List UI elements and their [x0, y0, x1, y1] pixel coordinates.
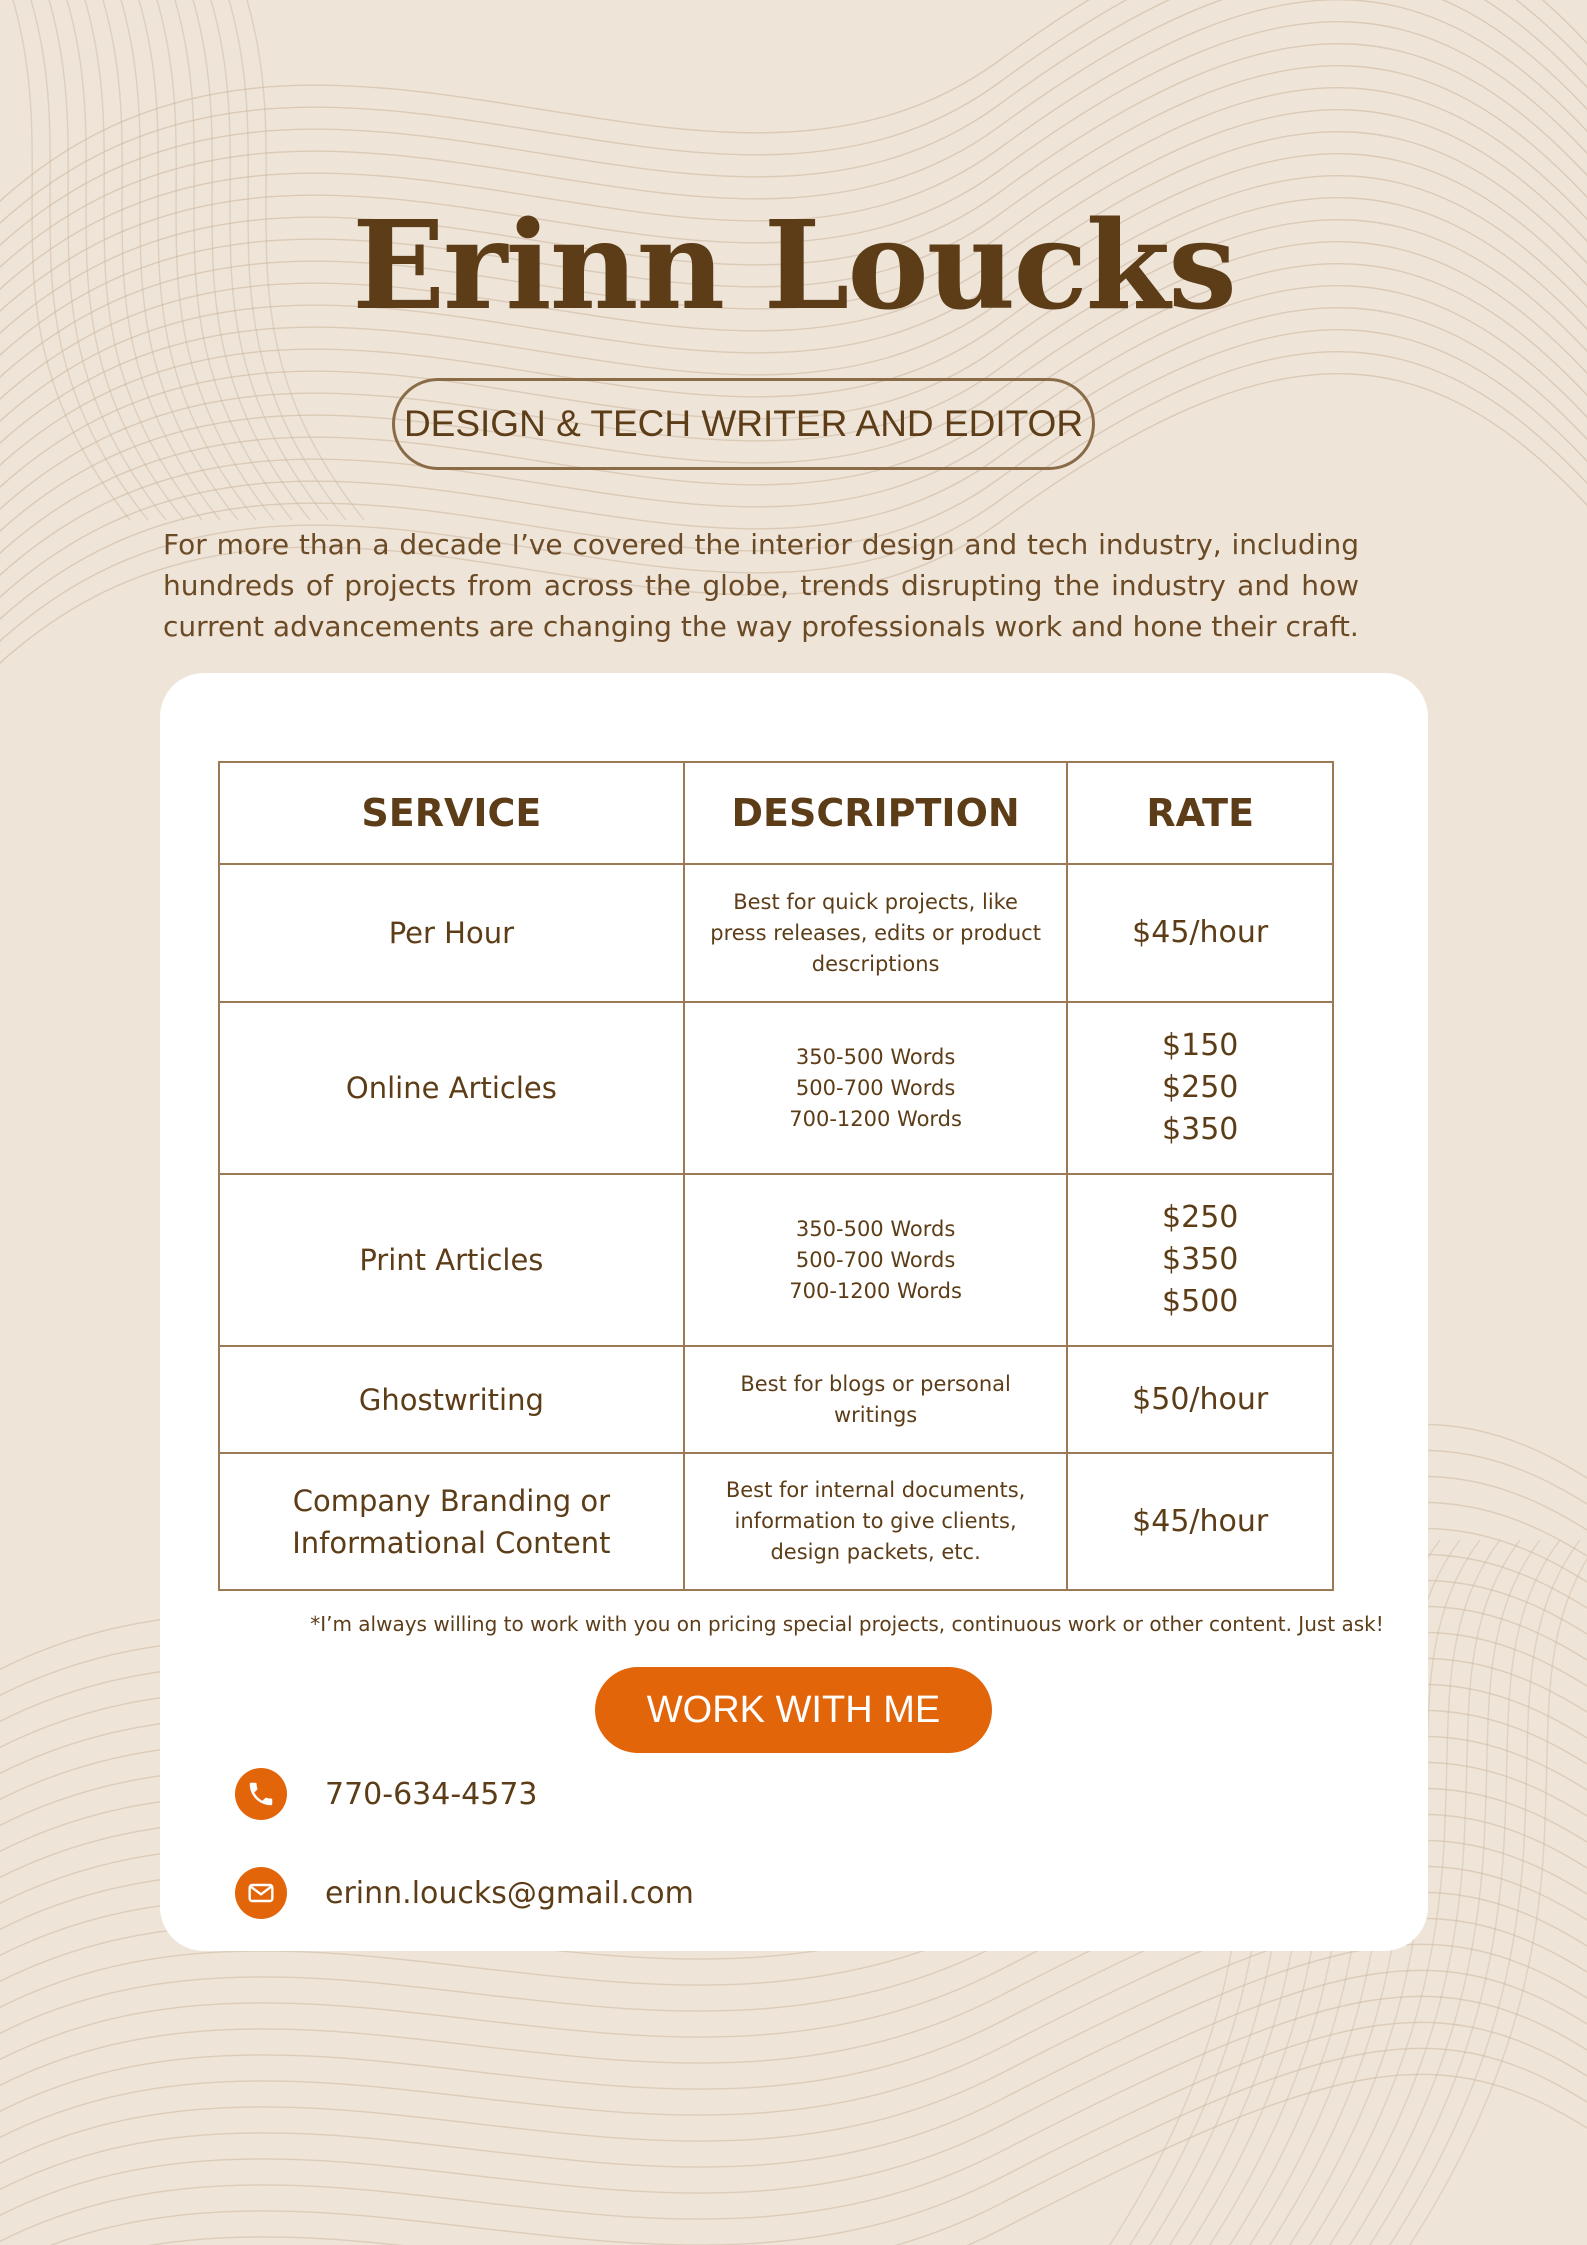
service-cell: Ghostwriting: [219, 1346, 684, 1453]
description-cell: Best for quick projects, like press releases, edits or product descriptions: [684, 864, 1068, 1002]
page-title: Erinn Loucks: [352, 193, 1235, 337]
service-cell: Company Branding or Informational Content: [219, 1453, 684, 1590]
wave-line: [0, 1996, 1587, 2245]
rate-cell: $45/hour: [1067, 864, 1333, 1002]
table-row: [219, 1002, 1333, 1174]
wave-line: [0, 1918, 1587, 2174]
service-cell: Print Articles: [219, 1174, 684, 1346]
email-contact[interactable]: [235, 1867, 694, 1919]
description-cell: 350-500 Words 500-700 Words 700-1200 Words: [684, 1174, 1068, 1346]
table-row: [219, 1174, 1333, 1346]
rate-cell: $50/hour: [1067, 1346, 1333, 1453]
description-cell: Best for internal documents, information to give clients, design packets, etc.: [684, 1453, 1068, 1590]
header-rate: RATE: [1067, 762, 1333, 864]
rate-cell: $150 $250 $350: [1067, 1002, 1333, 1174]
description-cell: 350-500 Words 500-700 Words 700-1200 Words: [684, 1002, 1068, 1174]
table-row: [219, 864, 1333, 1002]
rate-cell: $250 $350 $500: [1067, 1174, 1333, 1346]
mail-icon: [235, 1867, 287, 1919]
phone-contact[interactable]: [235, 1768, 538, 1820]
header-description: DESCRIPTION: [684, 762, 1068, 864]
wave-line: [0, 1944, 1587, 2200]
table-row: [219, 1346, 1333, 1453]
table-row: [219, 1453, 1333, 1590]
rate-cell: $45/hour: [1067, 1453, 1333, 1590]
pricing-note: *I’m always willing to work with you on pricing special projects, continuous work or other content. Just ask!: [310, 1612, 1384, 1636]
service-cell: Per Hour: [219, 864, 684, 1002]
rates-table: [218, 761, 1334, 1591]
phone-icon: [235, 1768, 287, 1820]
description-cell: Best for blogs or personal writings: [684, 1346, 1068, 1453]
service-cell: Online Articles: [219, 1002, 684, 1174]
table-header-row: [219, 762, 1333, 864]
header-service: SERVICE: [219, 762, 684, 864]
role-badge: DESIGN & TECH WRITER AND EDITOR: [392, 378, 1095, 470]
email-address: erinn.loucks@gmail.com: [325, 1875, 694, 1911]
work-with-me-button[interactable]: WORK WITH ME: [595, 1667, 992, 1753]
phone-number: 770-634-4573: [325, 1776, 538, 1812]
wave-line: [0, 1970, 1587, 2226]
intro-paragraph: For more than a decade I’ve covered the interior design and tech industry, including hundreds of projects from across the globe, trends disrupting the industry and how current advancements are changing the way professionals work and hone their craft.: [163, 528, 1359, 643]
rates-card: [160, 673, 1428, 1951]
wave-line: [0, 2048, 1587, 2245]
